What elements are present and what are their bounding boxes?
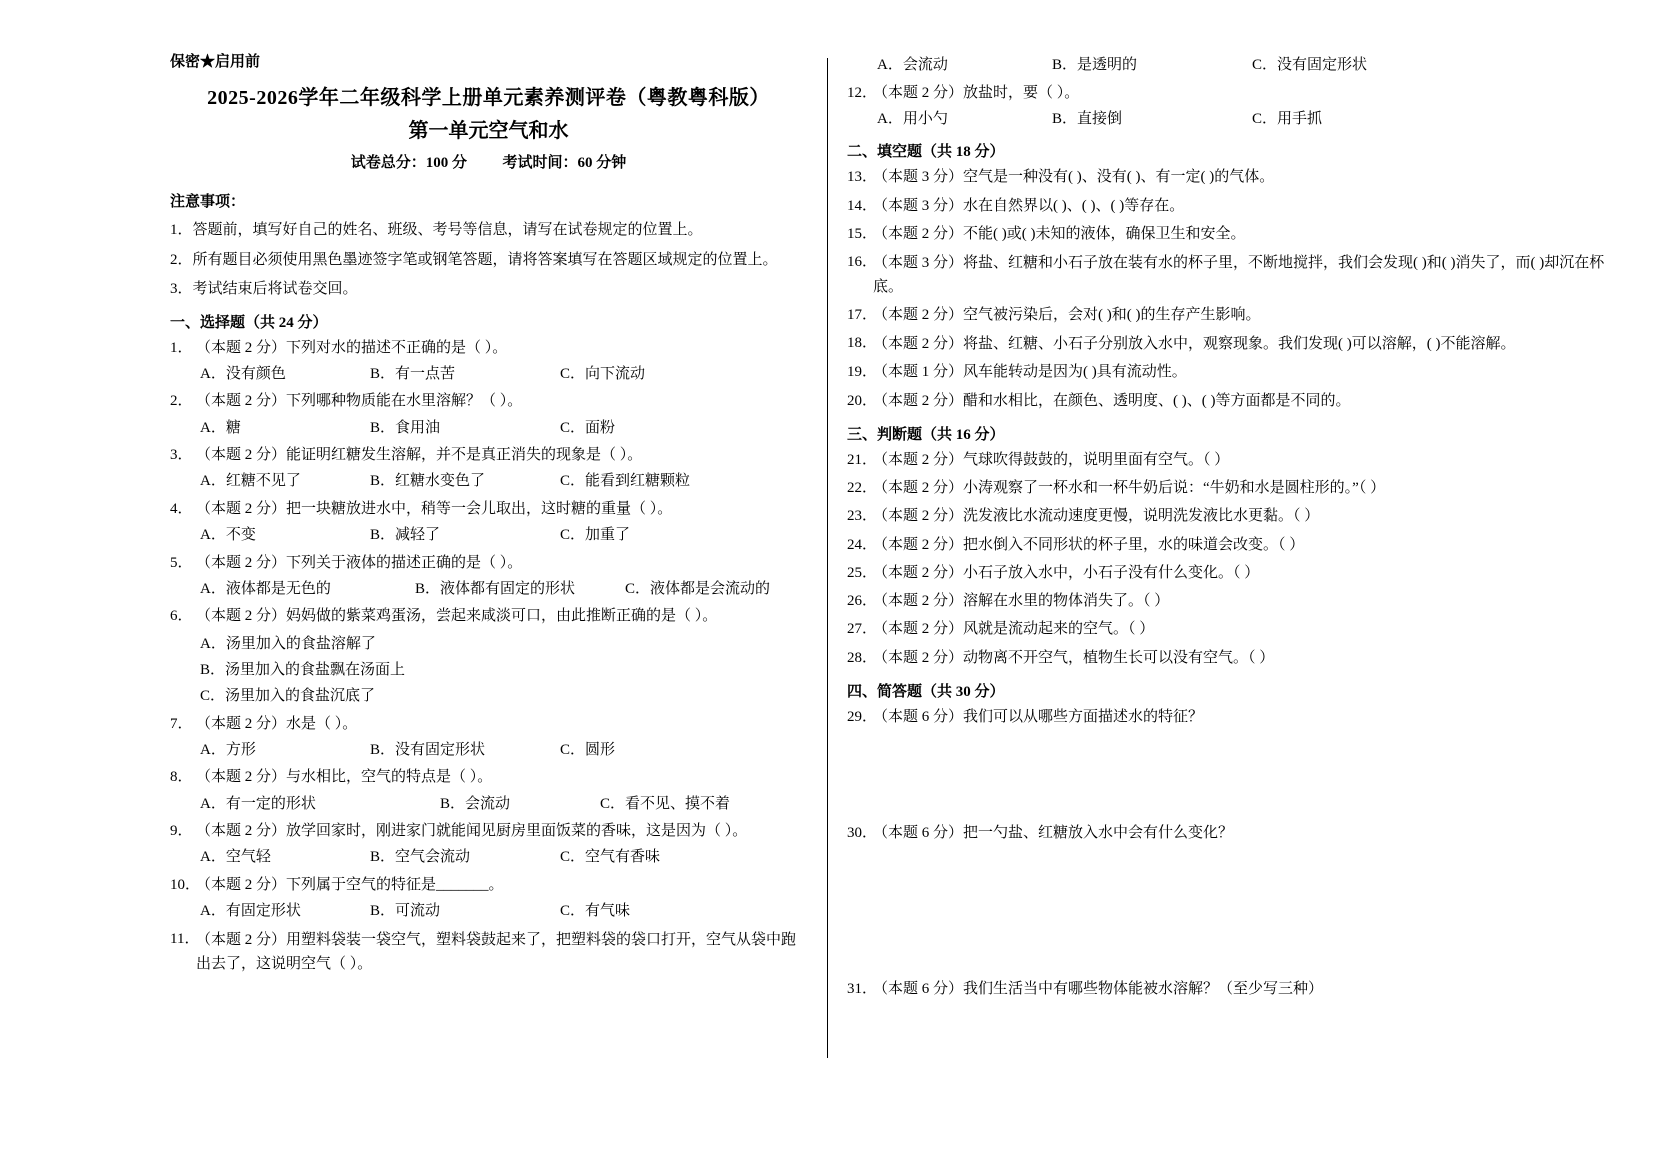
question-19 [847, 361, 1614, 384]
question-text: （本题 2 分）将盐、红糖、小石子分别放入水中，观察现象。我们发现( )可以溶解，( )不能溶解。 [873, 336, 1516, 353]
question-2-options [200, 417, 807, 440]
question-number: 18． [847, 335, 878, 352]
question-text: （本题 2 分）妈妈做的紫菜鸡蛋汤，尝起来咸淡可口，由此推断正确的是（ ）。 [196, 608, 718, 625]
question-text: （本题 6 分）把一勺盐、红糖放入水中会有什么变化？ [873, 825, 1234, 841]
option-a[interactable]: A．有一定的形状 [200, 795, 316, 812]
question-number: 27． [847, 621, 878, 638]
option-c[interactable]: C．没有固定形状 [1252, 57, 1368, 73]
notice-item: 1．答题前，填写好自己的姓名、班级、考号等信息，请写在试卷规定的位置上。 [170, 222, 703, 238]
option-b[interactable]: B．会流动 [440, 795, 511, 812]
question-6 [170, 605, 807, 628]
option-a[interactable]: A．空气轻 [200, 849, 271, 866]
notice-item: 3．考试结束后将试卷交回。 [170, 281, 358, 297]
answer-space-30-extra[interactable] [847, 933, 1614, 973]
option-c[interactable]: C．向下流动 [560, 365, 646, 382]
section-heading-judge: 三、判断题（共 16 分） [847, 426, 1005, 443]
notice-title: 注意事项： [170, 194, 246, 210]
option-b[interactable]: B．食用油 [370, 419, 441, 436]
question-text: （本题 2 分）能证明红糖发生溶解，并不是真正消失的现象是（ ）。 [196, 447, 643, 463]
question-15 [847, 223, 1614, 246]
option-c[interactable]: C．加重了 [560, 527, 631, 543]
question-text: （本题 2 分）风就是流动起来的空气。（ ） [873, 621, 1155, 638]
page-title: 2025-2026学年二年级科学上册单元素养测评卷（粤教粤科版） [207, 87, 770, 109]
question-number: 21． [847, 451, 878, 468]
total-score-label: 试卷总分：100 分 [350, 155, 467, 171]
question-text: （本题 6 分）我们生活当中有哪些物体能被水溶解？（至少写三种） [873, 981, 1324, 998]
question-number: 26． [847, 593, 878, 609]
question-7-options [200, 739, 807, 762]
question-28 [847, 647, 1614, 670]
question-number: 12． [847, 84, 878, 101]
question-text: （本题 2 分）溶解在水里的物体消失了。（ ） [873, 593, 1170, 609]
question-number: 3． [170, 447, 193, 463]
option-a[interactable]: A．汤里加入的食盐溶解了 [200, 635, 376, 652]
question-number: 11． [170, 930, 200, 947]
option-a[interactable]: A．用小勺 [877, 110, 948, 127]
question-number: 13． [847, 169, 878, 186]
question-29 [847, 706, 1614, 729]
question-5 [170, 552, 807, 575]
question-text: （本题 2 分）气球吹得鼓鼓的，说明里面有空气。（ ） [873, 451, 1230, 468]
question-20 [847, 390, 1614, 413]
option-c[interactable]: C．圆形 [560, 741, 616, 758]
question-5-options [200, 578, 807, 601]
question-text: （本题 2 分）把水倒入不同形状的杯子里，水的味道会改变。（ ） [873, 536, 1305, 553]
question-text: （本题 2 分）下列对水的描述不正确的是（ ）。 [196, 339, 508, 356]
question-21 [847, 449, 1614, 472]
question-24 [847, 534, 1614, 557]
question-22 [847, 477, 1614, 500]
notice-item: 2．所有题目必须使用黑色墨迹签字笔或钢笔答题，请将答案填写在答题区域规定的位置上。 [170, 251, 778, 268]
exam-time-label: 考试时间：60 分钟 [502, 155, 627, 171]
question-number: 22． [847, 480, 878, 496]
question-number: 30． [847, 825, 878, 841]
question-1-options [200, 363, 807, 386]
question-27 [847, 618, 1614, 641]
question-number: 16． [847, 254, 878, 270]
question-number: 10． [170, 876, 201, 893]
question-9-options [200, 846, 807, 869]
question-number: 19． [847, 364, 878, 381]
question-text: （本题 2 分）洗发液比水流动速度更慢，说明洗发液比水更黏。（ ） [873, 508, 1320, 525]
score-time-line [170, 151, 807, 172]
question-number: 14． [847, 197, 878, 214]
question-text: （本题 2 分）动物离不开空气，植物生长可以没有空气。（ ） [873, 649, 1275, 666]
question-number: 9． [170, 823, 193, 839]
question-23 [847, 505, 1614, 528]
question-text: （本题 1 分）风车能转动是因为( )具有流动性。 [873, 364, 1187, 381]
right-column [827, 0, 1654, 1169]
question-2 [170, 390, 807, 413]
question-number: 25． [847, 564, 878, 581]
option-a[interactable]: A．液体都是无色的 [200, 580, 331, 597]
option-a[interactable]: A．方形 [200, 741, 256, 758]
question-text: （本题 2 分）小石子放入水中，小石子没有什么变化。（ ） [873, 564, 1260, 581]
question-30 [847, 822, 1614, 845]
option-b[interactable]: B．汤里加入的食盐飘在汤面上 [200, 661, 406, 678]
question-text: （本题 2 分）下列属于空气的特征是_______。 [196, 876, 504, 893]
question-text: （本题 2 分）空气被污染后，会对( )和( )的生存产生影响。 [873, 307, 1261, 323]
answer-space-30[interactable] [847, 847, 1614, 933]
option-c[interactable]: C．汤里加入的食盐沉底了 [200, 687, 376, 704]
question-number: 29． [847, 708, 878, 725]
question-12-options [877, 108, 1614, 131]
question-1 [170, 337, 807, 360]
question-text: （本题 3 分）水在自然界以( )、( )、( )等存在。 [873, 197, 1185, 214]
question-25 [847, 562, 1614, 585]
question-12 [847, 82, 1614, 105]
question-8 [170, 766, 807, 789]
question-number: 24． [847, 536, 878, 553]
question-16 [847, 251, 1614, 299]
option-c[interactable]: C．液体都是会流动的 [625, 580, 771, 597]
question-4-options [200, 524, 807, 547]
section-heading-short: 四、简答题（共 30 分） [847, 683, 1005, 700]
option-b[interactable]: B．可流动 [370, 903, 441, 919]
question-number: 4． [170, 500, 193, 517]
question-number: 1． [170, 339, 193, 356]
option-c[interactable]: C．有气味 [560, 903, 631, 919]
question-text: （本题 2 分）小涛观察了一杯水和一杯牛奶后说：“牛奶和水是圆柱形的。”（ ） [873, 480, 1386, 496]
option-c[interactable]: C．空气有香味 [560, 849, 661, 866]
question-9 [170, 820, 807, 843]
option-a[interactable]: A．不变 [200, 527, 256, 543]
question-text: （本题 2 分）水是（ ）。 [196, 715, 358, 732]
option-a[interactable]: A．没有颜色 [200, 365, 286, 382]
question-number: 17． [847, 307, 878, 323]
option-b[interactable]: B．减轻了 [370, 527, 441, 543]
question-text: （本题 2 分）用塑料袋装一袋空气，塑料袋鼓起来了，把塑料袋的袋口打开，空气从袋中跑出去了，这说明空气（ ）。 [196, 931, 797, 972]
option-b[interactable]: B．空气会流动 [370, 849, 471, 866]
option-a[interactable]: A．有固定形状 [200, 903, 301, 919]
question-10 [170, 874, 807, 897]
question-26 [847, 590, 1614, 613]
question-text: （本题 3 分）将盐、红糖和小石子放在装有水的杯子里，不断地搅拌，我们会发现( )和( )消失了，而( )却沉在杯底。 [873, 255, 1605, 295]
question-text: （本题 2 分）下列哪种物质能在水里溶解？（ ）。 [196, 393, 523, 410]
question-7 [170, 713, 807, 736]
question-6-options [200, 632, 807, 708]
option-b[interactable]: B．是透明的 [1052, 57, 1138, 73]
secret-label: 保密★启用前 [170, 54, 261, 70]
option-b[interactable]: B．红糖水变色了 [370, 473, 486, 490]
page-subtitle: 第一单元空气和水 [408, 120, 569, 142]
section-heading-choice: 一、选择题（共 24 分） [170, 314, 328, 331]
question-text: （本题 2 分）下列关于液体的描述正确的是（ ）。 [196, 554, 523, 571]
section-heading-fill: 二、填空题（共 18 分） [847, 144, 1005, 161]
answer-space-29[interactable] [847, 731, 1614, 817]
question-4 [170, 498, 807, 521]
question-text: （本题 2 分）放盐时，要（ ）。 [873, 84, 1080, 101]
question-3-options [200, 470, 807, 493]
question-11-options [877, 54, 1614, 77]
option-c[interactable]: C．面粉 [560, 419, 616, 436]
option-b[interactable]: B．直接倒 [1052, 110, 1123, 127]
question-10-options [200, 900, 807, 923]
question-text: （本题 2 分）放学回家时，刚进家门就能闻见厨房里面饭菜的香味，这是因为（ ）。 [196, 823, 748, 839]
question-18 [847, 332, 1614, 356]
option-c[interactable]: C．看不见、摸不着 [600, 795, 731, 812]
question-number: 28． [847, 649, 878, 666]
question-3 [170, 444, 807, 467]
question-text: （本题 2 分）与水相比，空气的特点是（ ）。 [196, 769, 493, 786]
question-text: （本题 2 分）把一块糖放进水中，稍等一会儿取出，这时糖的重量（ ）。 [196, 500, 673, 517]
question-number: 23． [847, 508, 878, 525]
question-17 [847, 304, 1614, 327]
option-b[interactable]: B．没有固定形状 [370, 741, 486, 758]
question-text: （本题 6 分）我们可以从哪些方面描述水的特征？ [873, 708, 1204, 725]
question-text: （本题 2 分）醋和水相比，在颜色、透明度、( )、( )等方面都是不同的。 [873, 392, 1351, 409]
question-11 [170, 928, 807, 976]
question-number: 2． [170, 393, 193, 410]
option-b[interactable]: B．液体都有固定的形状 [415, 580, 576, 597]
option-c[interactable]: C．用手抓 [1252, 110, 1323, 127]
question-31 [847, 978, 1614, 1001]
question-number: 20． [847, 392, 878, 409]
question-8-options [200, 793, 807, 816]
option-a[interactable]: A．糖 [200, 419, 241, 436]
question-13 [847, 166, 1614, 189]
option-c[interactable]: C．能看到红糖颗粒 [560, 473, 691, 490]
option-a[interactable]: A．红糖不见了 [200, 473, 301, 490]
option-a[interactable]: A．会流动 [877, 57, 948, 73]
question-number: 7． [170, 715, 193, 732]
question-text: （本题 3 分）空气是一种没有( )、没有( )、有一定( )的气体。 [873, 169, 1275, 186]
question-number: 15． [847, 225, 878, 242]
question-number: 5． [170, 554, 193, 571]
option-b[interactable]: B．有一点苦 [370, 365, 456, 382]
question-text: （本题 2 分）不能( )或( )未知的液体，确保卫生和安全。 [873, 225, 1246, 242]
question-14 [847, 195, 1614, 218]
question-number: 6． [170, 608, 193, 625]
question-number: 8． [170, 769, 193, 786]
question-number: 31． [847, 981, 878, 998]
